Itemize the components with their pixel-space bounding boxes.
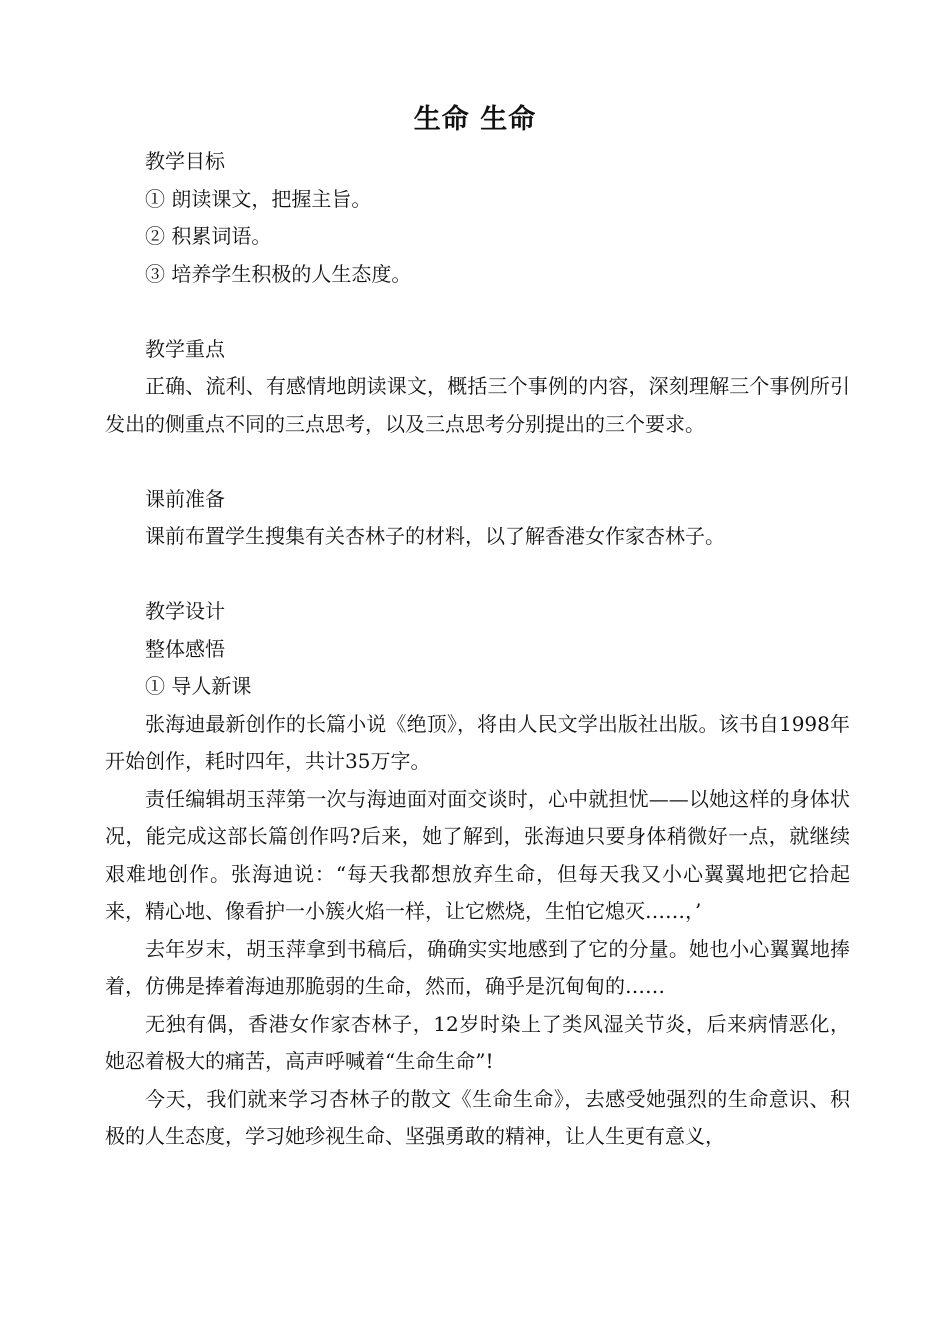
- blank-line: [105, 293, 850, 331]
- blank-line: [105, 443, 850, 481]
- prep-heading: 课前准备: [145, 486, 225, 511]
- overall-heading: 整体感悟: [145, 636, 225, 661]
- goal-item-1: ① 朗读课文，把握主旨。: [145, 186, 372, 211]
- goal-item-2: ② 积累词语。: [145, 224, 272, 248]
- document-title: 生命 生命: [413, 104, 537, 135]
- focus-heading: 教学重点: [145, 336, 225, 361]
- body-paragraph-5: 今天，我们就来学习杏林子的散文《生命生命》，去感受她强烈的生命意识、积极的人生态度，学习她珍视生命、坚强勇敢的精神，让人生更有意义，: [105, 1086, 850, 1148]
- design-heading: 教学设计: [145, 599, 225, 623]
- goal-item-3: ③ 培养学生积极的人生态度。: [145, 261, 412, 286]
- body-paragraph-1: 张海迪最新创作的长篇小说《绝顶》，将由人民文学出版社出版。该书自1998年开始创作，耗时四年，共计35万字。: [105, 711, 850, 773]
- body-paragraph-2: 责任编辑胡玉萍第一次与海迪面对面交谈时，心中就担忧——以她这样的身体状况，能完成这部长篇创作吗?后来，她了解到，张海迪只要身体稍微好一点，就继续艰难地创作。张海迪说：“每天我都想放弃生命，但每天我又小心翼翼地把它拾起来，精心地、像看护一小簇火焰一样，让它燃烧，生怕它熄灭……，’: [105, 786, 850, 923]
- intro-heading: ① 导人新课: [145, 674, 252, 698]
- document-body: [105, 143, 850, 1156]
- focus-paragraph: 正确、流利、有感情地朗读课文，概括三个事例的内容，深刻理解三个事例所引发出的侧重点不同的三点思考，以及三点思考分别提出的三个要求。: [105, 374, 850, 436]
- body-paragraph-4: 无独有偶，香港女作家杏林子，12岁时染上了类风湿关节炎，后来病情恶化，她忍着极大的痛苦，高声呼喊着“生命生命”!: [105, 1011, 850, 1073]
- prep-paragraph: 课前布置学生搜集有关杏林子的材料，以了解香港女作家杏林子。: [145, 524, 725, 548]
- goals-heading: 教学目标: [145, 149, 225, 173]
- body-paragraph-3: 去年岁末，胡玉萍拿到书稿后，确确实实地感到了它的分量。她也小心翼翼地捧着，仿佛是捧着海迪那脆弱的生命，然而，确乎是沉甸甸的……: [105, 936, 850, 998]
- blank-line: [105, 556, 850, 594]
